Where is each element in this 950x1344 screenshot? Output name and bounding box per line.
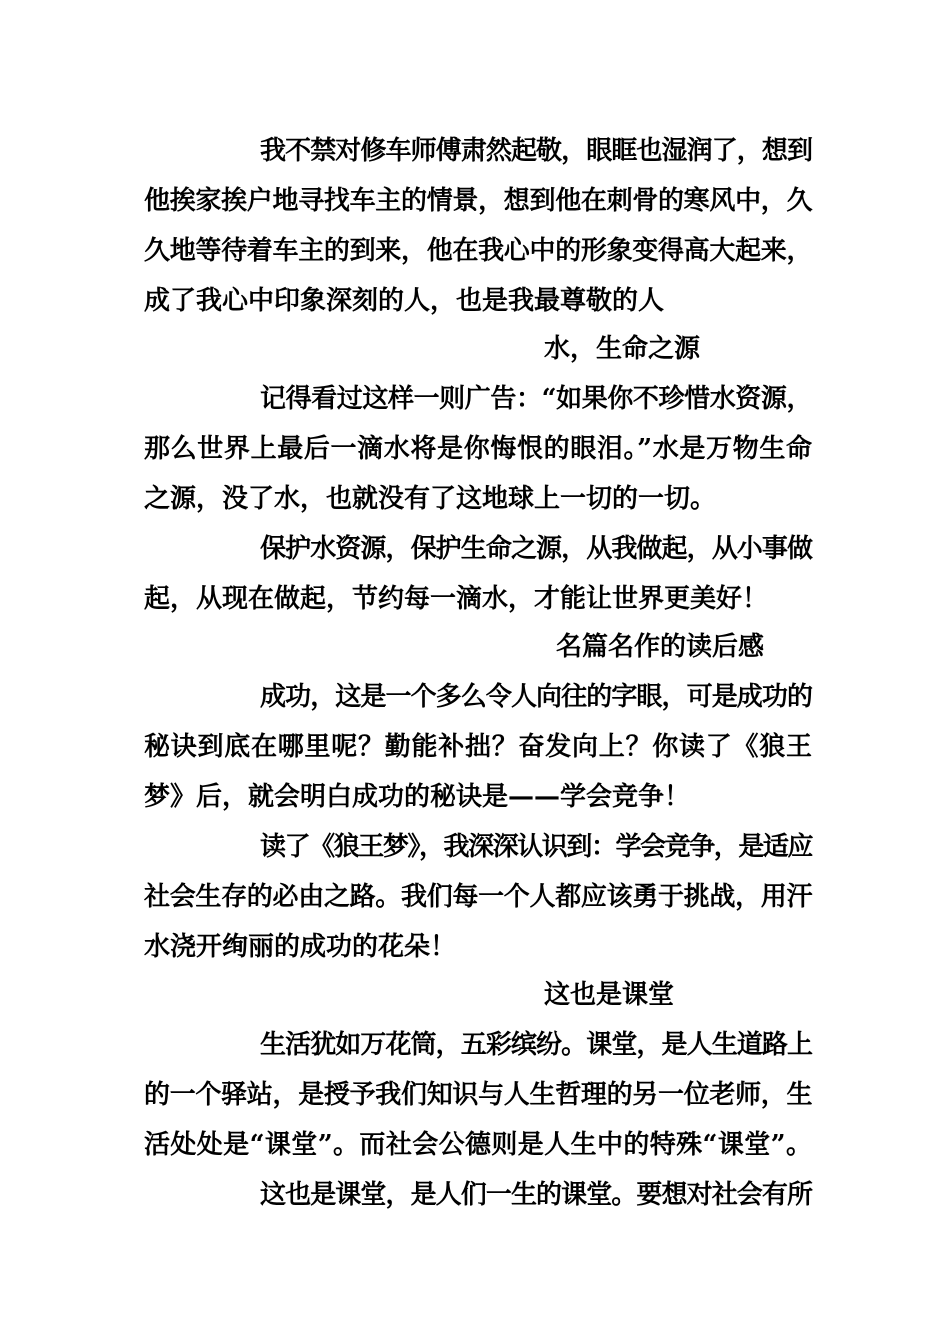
paragraph-line: 他挨家挨户地寻找车主的情景，想到他在刺骨的寒风中，久 xyxy=(144,186,812,216)
paragraph-line: 水浇开绚丽的成功的花朵！ xyxy=(144,932,457,962)
paragraph-line: 社会生存的必由之路。我们每一个人都应该勇于挑战，用汗 xyxy=(144,882,812,912)
paragraph-line: 记得看过这样一则广告：“如果你不珍惜水资源， xyxy=(260,384,812,414)
paragraph-line: 之源，没了水，也就没有了这地球上一切的一切。 xyxy=(144,484,717,514)
section-title: 水，生命之源 xyxy=(544,334,701,364)
paragraph-line: 梦》后，就会明白成功的秘诀是——学会竞争！ xyxy=(144,782,691,812)
paragraph-line: 起，从现在做起，节约每一滴水，才能让世界更美好！ xyxy=(144,584,769,614)
paragraph-line: 成功，这是一个多么令人向往的字眼，可是成功的 xyxy=(260,682,812,712)
paragraph-line: 久地等待着车主的到来，他在我心中的形象变得高大起来， xyxy=(144,236,812,266)
paragraph-line: 这也是课堂，是人们一生的课堂。要想对社会有所 xyxy=(260,1180,812,1210)
paragraph-line: 活处处是“课堂”。而社会公德则是人生中的特殊“课堂”。 xyxy=(144,1130,812,1160)
paragraph-line: 我不禁对修车师傅肃然起敬，眼眶也湿润了，想到 xyxy=(260,136,812,166)
paragraph-line: 读了《狼王梦》，我深深认识到：学会竞争，是适应 xyxy=(260,832,812,862)
paragraph-line: 那么世界上最后一滴水将是你悔恨的眼泪。”水是万物生命 xyxy=(144,434,812,464)
paragraph-line: 生活犹如万花筒，五彩缤纷。课堂，是人生道路上 xyxy=(260,1030,812,1060)
section-title: 这也是课堂 xyxy=(544,980,675,1010)
paragraph-line: 保护水资源，保护生命之源，从我做起，从小事做 xyxy=(260,534,812,564)
paragraph-line: 的一个驿站，是授予我们知识与人生哲理的另一位老师，生 xyxy=(144,1080,812,1110)
paragraph-line: 秘诀到底在哪里呢？勤能补拙？奋发向上？你读了《狼王 xyxy=(144,732,812,762)
section-title: 名篇名作的读后感 xyxy=(556,632,765,662)
paragraph-line: 成了我心中印象深刻的人，也是我最尊敬的人 xyxy=(144,286,665,316)
